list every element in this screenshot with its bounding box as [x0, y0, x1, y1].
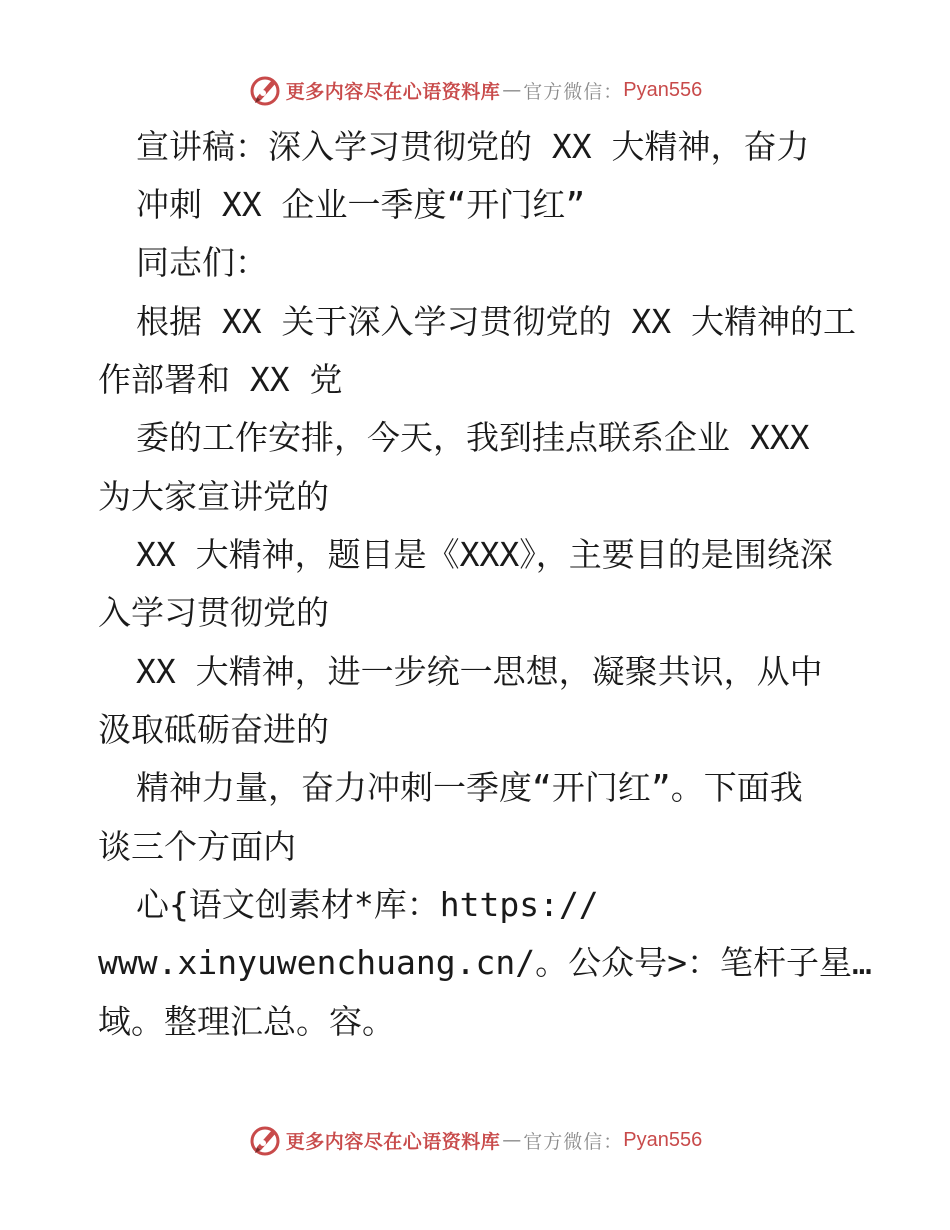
body-line: 汲取砥砺奋进的 [98, 710, 329, 749]
logo-icon [248, 73, 282, 107]
banner-wechat-id: Pyan556 [623, 1128, 703, 1151]
banner-title: 更多内容尽在心语资料库 [285, 1130, 501, 1153]
body-line: 精神力量，奋力冲刺一季度“开门红”。下面我 [136, 768, 803, 807]
body-line: 根据 XX 关于深入学习贯彻党的 XX 大精神的工 [136, 302, 856, 341]
body-line: 委的工作安排，今天，我到挂点联系企业 XXX [136, 418, 810, 457]
salutation: 同志们： [136, 243, 268, 282]
body-line: 域。整理汇总。容。 [98, 1002, 395, 1041]
logo-icon [248, 1123, 282, 1157]
body-line: 谈三个方面内 [98, 827, 296, 866]
body-line: 作部署和 XX 党 [98, 360, 343, 399]
footer-banner [0, 1120, 950, 1160]
title-line-1: 宣讲稿：深入学习贯彻党的 XX 大精神，奋力 [136, 127, 810, 166]
body-line: www.xinyuwenchuang.cn/。公众号>：笔杆子星… [98, 943, 872, 982]
banner-title: 更多内容尽在心语资料库 [285, 80, 501, 103]
body-line: XX 大精神，进一步统一思想，凝聚共识，从中 [136, 652, 823, 691]
banner-separator: — [502, 1129, 522, 1151]
title-line-2: 冲刺 XX 企业一季度“开门红” [136, 185, 586, 224]
body-line: XX 大精神，题目是《XXX》，主要目的是围绕深 [136, 535, 833, 574]
header-banner [0, 70, 950, 110]
banner-wechat-label: 官方微信： [523, 80, 624, 103]
banner-wechat-id: Pyan556 [623, 78, 703, 101]
banner-wechat-label: 官方微信： [523, 1130, 624, 1153]
body-line: 为大家宣讲党的 [98, 477, 329, 516]
body-line: 心{语文创素材*库：https:// [136, 885, 599, 924]
banner-separator: — [502, 79, 522, 101]
body-line: 入学习贯彻党的 [98, 593, 329, 632]
